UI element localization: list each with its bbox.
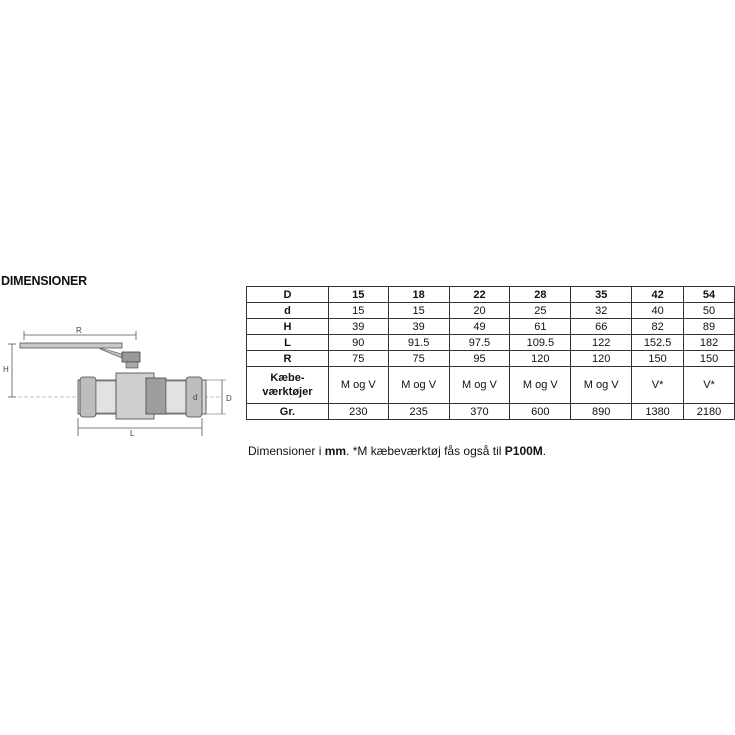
table-row [247, 319, 735, 335]
table-cell: 150 [684, 351, 735, 367]
table-cell: 91.5 [388, 335, 449, 351]
header-cell: 15 [328, 287, 388, 303]
section-heading: DIMENSIONER [1, 274, 88, 288]
table-cell: 66 [571, 319, 632, 335]
table-cell: 90 [328, 335, 388, 351]
table-cell: 75 [388, 351, 449, 367]
table-row [247, 335, 735, 351]
table-header-row [247, 287, 735, 303]
header-cell: 18 [388, 287, 449, 303]
footnote-unit: mm [324, 444, 347, 458]
header-cell: 22 [449, 287, 510, 303]
table-cell: M og V [328, 367, 388, 404]
table-cell: 40 [632, 303, 684, 319]
table-cell: 39 [328, 319, 388, 335]
big-d-label: D [226, 394, 232, 403]
table-cell: 152.5 [632, 335, 684, 351]
table-cell: M og V [449, 367, 510, 404]
table-cell: 75 [328, 351, 388, 367]
table-cell: M og V [571, 367, 632, 404]
table-cell: 15 [328, 303, 388, 319]
table-cell: 2180 [684, 404, 735, 420]
row-label-cell: d [247, 303, 329, 319]
table-cell: 20 [449, 303, 510, 319]
table-row [247, 367, 735, 404]
table-cell: 890 [571, 404, 632, 420]
table-cell: 122 [571, 335, 632, 351]
row-label-cell [247, 367, 329, 404]
row-label-cell: L [247, 335, 329, 351]
table-cell: V* [632, 367, 684, 404]
table-cell: 235 [388, 404, 449, 420]
table-row [247, 351, 735, 367]
dimensions-table [246, 286, 735, 420]
table-cell: 39 [388, 319, 449, 335]
header-cell: 54 [684, 287, 735, 303]
table-cell: M og V [388, 367, 449, 404]
small-d-label: d [193, 393, 198, 402]
r-label: R [76, 326, 82, 335]
header-cell: 28 [510, 287, 571, 303]
table-row [247, 404, 735, 420]
l-label: L [130, 429, 135, 438]
row-label-line1: Kæbe- [270, 372, 305, 384]
table-row [247, 303, 735, 319]
row-label-line2: værktøjer [262, 386, 313, 398]
footnote [248, 444, 546, 458]
h-label: H [3, 365, 9, 374]
row-label-cell: H [247, 319, 329, 335]
header-label-cell: D [247, 287, 329, 303]
table-cell: 120 [510, 351, 571, 367]
header-cell: 35 [571, 287, 632, 303]
table-cell: 182 [684, 335, 735, 351]
table-cell: 230 [328, 404, 388, 420]
row-label-cell: Gr. [247, 404, 329, 420]
table-cell: 109.5 [510, 335, 571, 351]
table-cell: 49 [449, 319, 510, 335]
table-cell: 120 [571, 351, 632, 367]
table-cell: 89 [684, 319, 735, 335]
table-cell: V* [684, 367, 735, 404]
valve-handle [20, 343, 122, 348]
footnote-text-1: Dimensioner i [248, 444, 325, 458]
footnote-text-2: . *M kæbeværktøj fås også til [346, 444, 505, 458]
table-cell: 600 [510, 404, 571, 420]
table-cell: 82 [632, 319, 684, 335]
table-cell: 61 [510, 319, 571, 335]
table-cell: 95 [449, 351, 510, 367]
table-cell: M og V [510, 367, 571, 404]
table-cell: 370 [449, 404, 510, 420]
table-cell: 15 [388, 303, 449, 319]
table-cell: 50 [684, 303, 735, 319]
footnote-model: P100M [504, 444, 543, 458]
table-cell: 25 [510, 303, 571, 319]
table-cell: 150 [632, 351, 684, 367]
table-cell: 1380 [632, 404, 684, 420]
ball-valve-diagram [0, 318, 240, 443]
table-cell: 32 [571, 303, 632, 319]
row-label-cell: R [247, 351, 329, 367]
header-cell: 42 [632, 287, 684, 303]
valve-stem [122, 352, 140, 362]
table-cell: 97.5 [449, 335, 510, 351]
footnote-text-3: . [542, 444, 547, 458]
